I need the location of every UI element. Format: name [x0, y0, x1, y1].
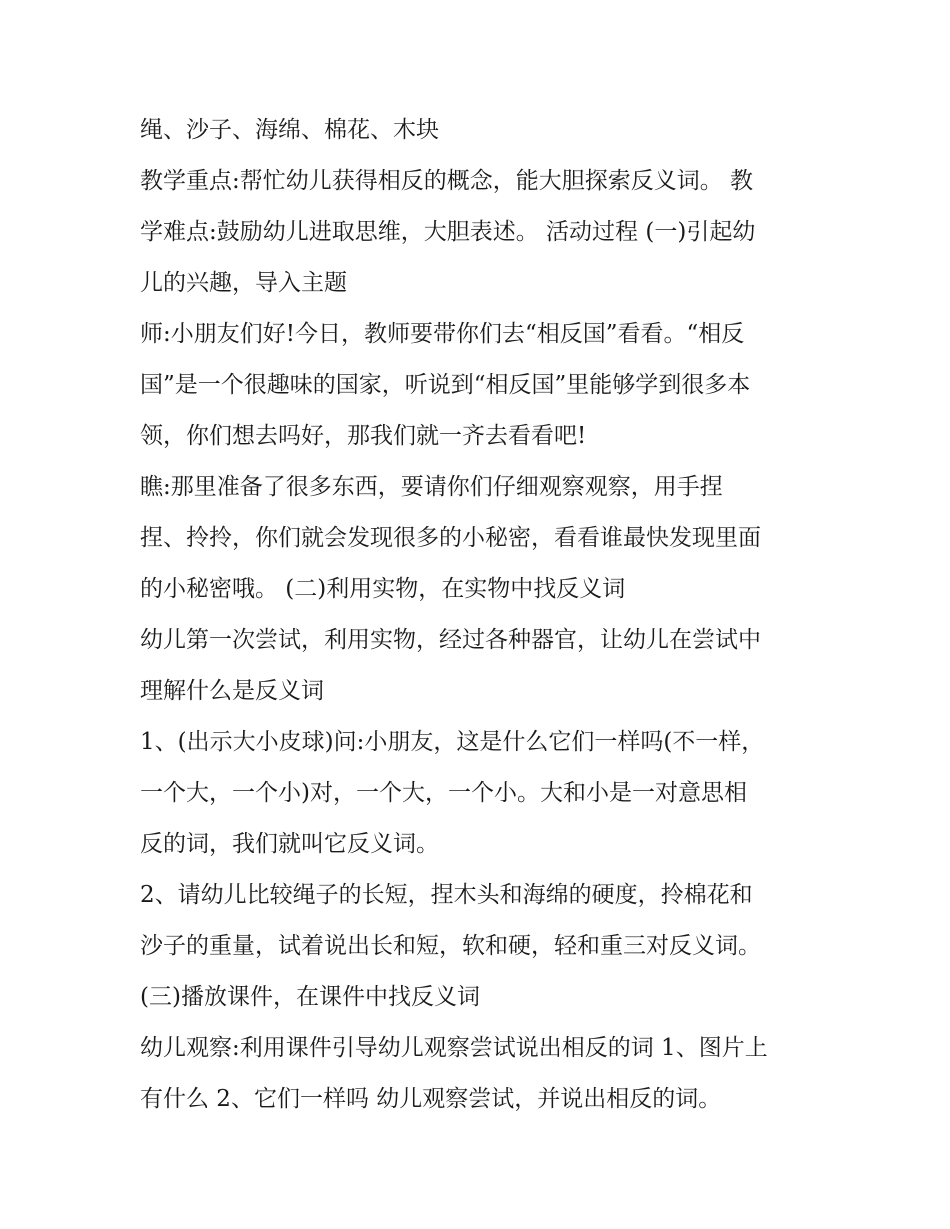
text-line: 2、请幼儿比较绳子的长短，捏木头和海绵的硬度，拎棉花和	[140, 882, 753, 908]
text-line: 幼儿第一次尝试，利用实物，经过各种器官，让幼儿在尝试中	[140, 627, 761, 653]
text-line: 国”是一个很趣味的国家，听说到“相反国”里能够学到很多本	[140, 372, 751, 398]
text-line: 的小秘密哦。 (二)利用实物，在实物中找反义词	[140, 576, 626, 602]
document-body	[140, 105, 820, 1125]
text-line: (三)播放课件，在课件中找反义词	[140, 984, 480, 1010]
text-line: 捏、拎拎，你们就会发现很多的小秘密，看看谁最快发现里面	[140, 525, 761, 551]
text-line: 幼儿观察:利用课件引导幼儿观察尝试说出相反的词 1、图片上	[140, 1035, 768, 1061]
text-line: 领，你们想去吗好，那我们就一齐去看看吧!	[140, 423, 587, 449]
text-line: 沙子的重量，试着说出长和短，软和硬，轻和重三对反义词。	[140, 933, 761, 959]
text-line: 有什么 2、它们一样吗 幼儿观察尝试，并说出相反的词。	[140, 1086, 722, 1112]
text-line: 师:小朋友们好!今日，教师要带你们去“相反国”看看。“相反	[140, 321, 745, 347]
text-line: 教学重点:帮忙幼儿获得相反的概念，能大胆探索反义词。 教	[140, 168, 754, 194]
text-line: 理解什么是反义词	[140, 678, 324, 704]
text-line: 绳、沙子、海绵、棉花、木块	[140, 117, 439, 143]
text-line: 儿的兴趣，导入主题	[140, 270, 347, 296]
text-line: 学难点:鼓励幼儿进取思维，大胆表述。 活动过程 (一)引起幼	[140, 219, 756, 245]
text-line: 反的词，我们就叫它反义词。	[140, 831, 439, 857]
text-line: 瞧:那里准备了很多东西，要请你们仔细观察观察，用手捏	[140, 474, 723, 500]
text-line: 1、(出示大小皮球)问:小朋友，这是什么它们一样吗(不一样，	[140, 729, 765, 755]
text-line: 一个大，一个小)对，一个大，一个小。大和小是一对意思相	[140, 780, 747, 806]
